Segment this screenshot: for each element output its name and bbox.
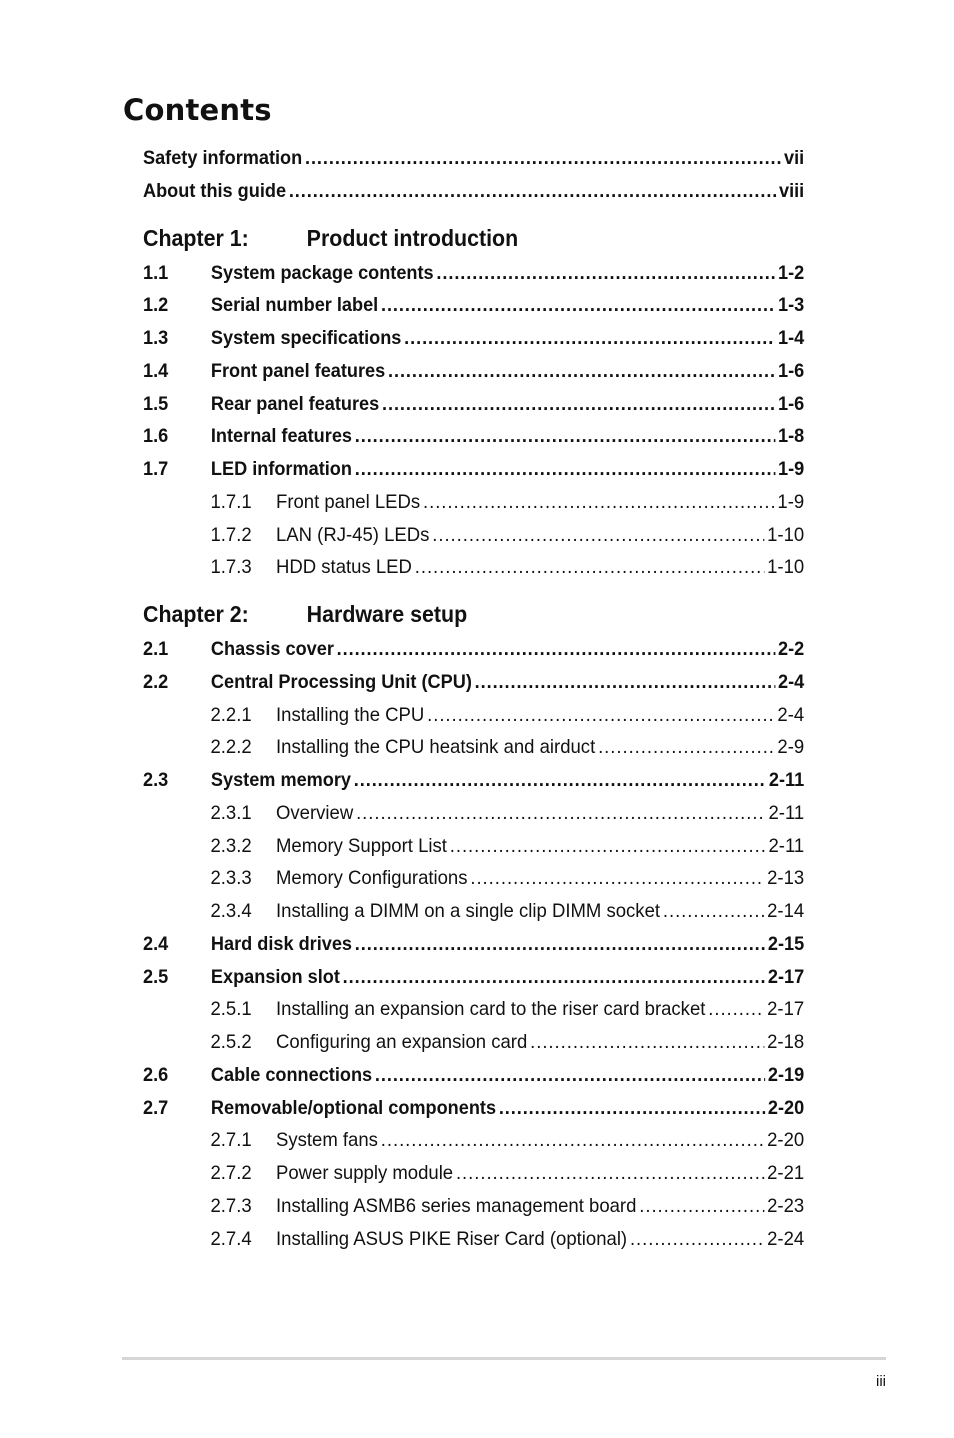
toc-entry-title: Configuring an expansion card — [276, 1031, 528, 1053]
toc-entry-title: Power supply module — [276, 1162, 454, 1184]
toc-entry-title: System memory — [210, 769, 352, 791]
toc-entry-number: 1.5 — [143, 392, 169, 415]
toc-entry[interactable] — [143, 1063, 804, 1087]
toc-subentry[interactable] — [143, 801, 804, 825]
toc-entry-page: 2-23 — [767, 1194, 805, 1217]
toc-subentry[interactable] — [143, 1030, 804, 1054]
dot-leader — [355, 424, 775, 448]
toc-entry[interactable] — [143, 932, 804, 956]
toc-entry-number: 2.3.4 — [210, 900, 252, 922]
toc-entry-number: 2.7.4 — [210, 1227, 252, 1250]
toc-entry-title: About this guide — [143, 179, 287, 202]
toc-entry-number: 2.6 — [143, 1063, 169, 1086]
toc-subentry[interactable] — [143, 866, 804, 890]
dot-leader — [337, 637, 776, 661]
chapter-label: Chapter 2: — [143, 601, 249, 627]
toc-entry-page: 1-6 — [778, 392, 805, 415]
toc-entry-page: 2-18 — [767, 1031, 805, 1053]
toc-entry[interactable] — [143, 965, 804, 989]
toc-entry-page: 2-14 — [767, 900, 805, 922]
toc-entry-title: LED information — [210, 458, 352, 480]
toc-entry-page: 1-6 — [778, 359, 805, 382]
toc-entry-title: System fans — [276, 1129, 378, 1152]
dot-leader — [382, 392, 775, 416]
toc-entry-number: 1.7.3 — [210, 556, 252, 579]
toc-subentry[interactable] — [143, 735, 804, 759]
toc-subentry[interactable] — [143, 1194, 804, 1218]
toc-entry-page: 1-9 — [778, 458, 805, 480]
toc-entry-page: 2-19 — [767, 1063, 805, 1086]
toc-entry-title: Safety information — [143, 147, 303, 169]
toc-subentry[interactable] — [143, 997, 804, 1021]
toc-entry-title: Memory Configurations — [276, 867, 468, 890]
toc-entry[interactable] — [143, 670, 804, 694]
toc-entry-page: 2-4 — [777, 703, 805, 726]
dot-leader — [305, 146, 781, 170]
dot-leader — [381, 293, 775, 317]
toc-subentry[interactable] — [143, 1161, 804, 1185]
toc-entry-number: 2.2.2 — [210, 736, 252, 759]
toc-entry[interactable] — [143, 293, 804, 317]
toc-entry-number: 2.3.1 — [210, 801, 252, 824]
toc-entry-number: 1.2 — [143, 294, 169, 317]
footer-divider — [122, 1357, 886, 1360]
dot-leader — [499, 1096, 765, 1120]
chapter-title: Hardware setup — [306, 601, 468, 627]
toc-entry-number: 1.3 — [143, 327, 169, 349]
chapter-title: Product introduction — [306, 224, 519, 251]
toc-entry-page: 2-4 — [778, 670, 805, 693]
toc-entry-page: 1-9 — [777, 490, 805, 513]
toc-entry[interactable] — [143, 392, 804, 416]
toc-entry-page: 2-20 — [767, 1096, 805, 1119]
toc-entry-title: Installing ASUS PIKE Riser Card (optional) — [276, 1227, 628, 1250]
toc-entry-number: 1.7.1 — [210, 490, 252, 513]
toc-entry-page: 1-10 — [767, 523, 805, 546]
dot-leader — [289, 179, 776, 203]
toc-entry[interactable] — [143, 1096, 804, 1120]
toc-entry[interactable] — [143, 326, 804, 350]
toc-entry[interactable] — [143, 768, 804, 792]
toc-entry-page: 2-20 — [767, 1129, 805, 1152]
dot-leader — [415, 555, 765, 579]
toc-subentry[interactable] — [143, 523, 804, 547]
toc-entry-title: Hard disk drives — [210, 932, 353, 955]
toc-subentry[interactable] — [143, 703, 804, 727]
dot-leader — [432, 523, 764, 547]
dot-leader — [708, 997, 764, 1021]
toc-entry[interactable] — [143, 179, 804, 203]
toc-entry-page: 1-10 — [767, 556, 805, 579]
toc-entry-number: 2.3 — [143, 769, 169, 791]
toc-entry-page: 1-3 — [778, 294, 805, 317]
dot-leader — [355, 932, 765, 956]
dot-leader — [450, 834, 766, 858]
dot-leader — [404, 326, 775, 350]
toc-entry-number: 2.5.1 — [210, 998, 252, 1021]
toc-entry-page: 2-2 — [778, 638, 805, 660]
toc-entry-title: Expansion slot — [210, 965, 340, 988]
toc-entry[interactable] — [143, 424, 804, 448]
toc-entry-title: Installing the CPU heatsink and airduct — [276, 736, 596, 759]
toc-entry-number: 2.3.2 — [210, 834, 252, 857]
toc-entry-title: System package contents — [210, 261, 434, 284]
toc-entry-title: Installing ASMB6 series management board — [276, 1194, 637, 1217]
toc-entry-page: 2-21 — [767, 1162, 805, 1184]
chapter-heading[interactable] — [143, 601, 467, 629]
dot-leader — [427, 703, 774, 727]
toc-entry-page: 1-4 — [778, 327, 805, 349]
toc-entry[interactable] — [143, 261, 804, 285]
toc-entry-title: Cable connections — [210, 1063, 373, 1086]
toc-entry-number: 1.4 — [143, 359, 169, 382]
toc-subentry[interactable] — [143, 490, 804, 514]
toc-entry-page: 2-13 — [767, 867, 805, 890]
toc-entry-page: 2-24 — [767, 1227, 805, 1250]
toc-entry-number: 1.7 — [143, 458, 169, 480]
toc-entry[interactable] — [143, 637, 804, 661]
toc-entry-title: Front panel features — [210, 359, 386, 382]
toc-entry-title: Installing an expansion card to the riser card bracket — [276, 998, 706, 1021]
toc-entry-title: Internal features — [210, 425, 352, 448]
toc-entry[interactable] — [143, 457, 804, 481]
toc-entry-page: vii — [784, 147, 805, 169]
toc-entry-number: 2.7.1 — [210, 1129, 252, 1152]
dot-leader — [475, 670, 776, 694]
toc-entry-page: viii — [779, 179, 805, 202]
dot-leader — [356, 801, 766, 825]
dot-leader — [355, 457, 775, 481]
toc-entry-title: System specifications — [210, 327, 402, 349]
toc-entry-number: 1.1 — [143, 261, 169, 284]
toc-entry-title: Removable/optional components — [210, 1096, 497, 1119]
toc-entry-number: 2.7.2 — [210, 1162, 252, 1184]
toc-entry-number: 2.7.3 — [210, 1194, 252, 1217]
chapter-label: Chapter 1: — [143, 224, 249, 251]
dot-leader — [388, 359, 775, 383]
toc-subentry[interactable] — [143, 834, 804, 858]
toc-entry-number: 2.2.1 — [210, 703, 252, 726]
toc-entry-title: Memory Support List — [276, 834, 447, 857]
toc-entry-number: 2.4 — [143, 932, 169, 955]
toc-entry-page: 2-11 — [768, 769, 805, 791]
toc-entry-title: Central Processing Unit (CPU) — [210, 670, 472, 693]
dot-leader — [470, 866, 764, 890]
toc-entry-page: 2-17 — [767, 965, 805, 988]
toc-entry-title: HDD status LED — [276, 556, 412, 579]
toc-entry[interactable] — [143, 146, 804, 170]
toc-subentry[interactable] — [143, 1128, 804, 1152]
toc-entry-number: 1.7.2 — [210, 523, 252, 546]
page-title: Contents — [123, 93, 272, 127]
dot-leader — [598, 735, 774, 759]
toc-entry-page: 1-8 — [778, 425, 805, 448]
toc-entry-number: 2.3.3 — [210, 867, 252, 890]
toc-entry-title: Installing a DIMM on a single clip DIMM socket — [276, 900, 661, 922]
toc-entry-page: 2-15 — [767, 932, 805, 955]
toc-subentry[interactable] — [143, 1227, 804, 1251]
toc-entry-page: 2-9 — [777, 736, 805, 759]
toc-subentry[interactable] — [143, 555, 804, 579]
toc-entry-number: 2.2 — [143, 670, 169, 693]
dot-leader — [639, 1194, 764, 1218]
toc-entry-page: 1-2 — [778, 261, 805, 284]
dot-leader — [375, 1063, 765, 1087]
footer-page-number: iii — [876, 1373, 886, 1390]
toc-entry-title: Installing the CPU — [276, 703, 425, 726]
toc-entry-number: 2.1 — [143, 638, 169, 660]
toc-entry-title: Chassis cover — [210, 638, 334, 660]
dot-leader — [630, 1227, 764, 1251]
toc-entry-title: Rear panel features — [210, 392, 380, 415]
toc-entry[interactable] — [143, 359, 804, 383]
toc-entry-page: 2-11 — [768, 801, 805, 824]
dot-leader — [663, 899, 764, 923]
toc-entry-title: Front panel LEDs — [276, 490, 421, 513]
toc-entry-number: 2.7 — [143, 1096, 169, 1119]
toc-entry-number: 2.5.2 — [210, 1031, 252, 1053]
toc-entry-title: Overview — [276, 801, 354, 824]
toc-entry-number: 2.5 — [143, 965, 169, 988]
toc-entry-page: 2-11 — [768, 834, 805, 857]
dot-leader — [436, 261, 775, 285]
dot-leader — [343, 965, 765, 989]
dot-leader — [456, 1161, 764, 1185]
dot-leader — [423, 490, 775, 514]
chapter-heading[interactable] — [143, 225, 518, 253]
dot-leader — [354, 768, 766, 792]
toc-entry-title: LAN (RJ-45) LEDs — [276, 523, 430, 546]
dot-leader — [530, 1030, 764, 1054]
toc-entry-number: 1.6 — [143, 425, 169, 448]
toc-subentry[interactable] — [143, 899, 804, 923]
toc-entry-title: Serial number label — [210, 294, 379, 317]
dot-leader — [381, 1128, 764, 1152]
toc-entry-page: 2-17 — [767, 998, 805, 1021]
